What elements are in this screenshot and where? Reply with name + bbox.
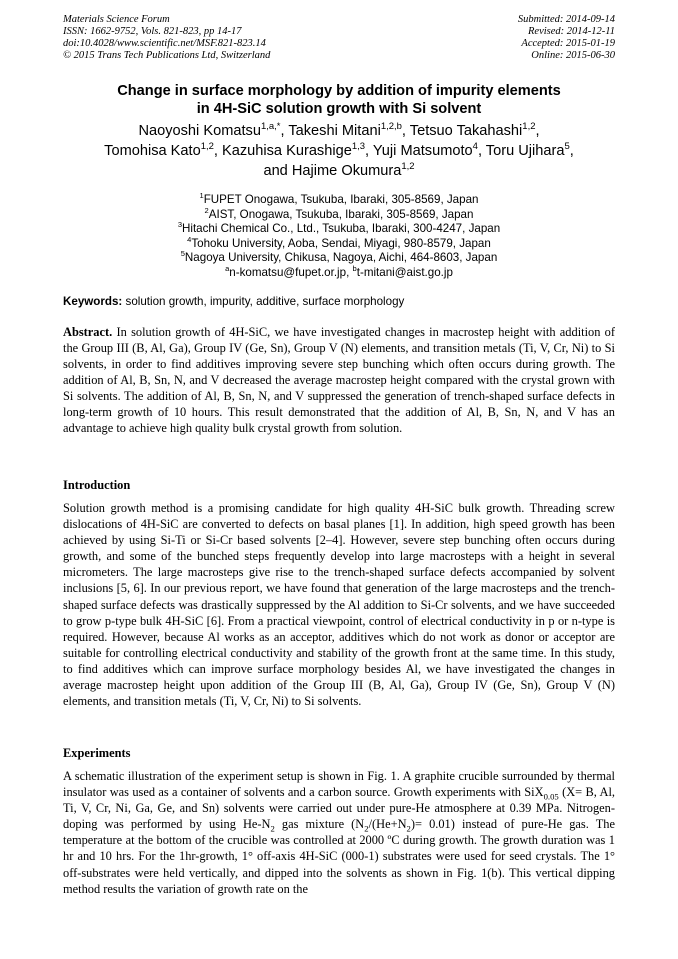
title-line-2: in 4H-SiC solution growth with Si solvent [196,101,482,117]
affiliation-item: $^2$AIST, Onogawa, Tsukuba, Ibaraki, 305-8569, Japan [204,205,474,221]
issn-info: ISSN: 1662-9752, Vols. 821-823, pp 14-17 [63,26,242,37]
author-affil-marker: 1,2,b [380,121,402,133]
author-name: Kazuhisa Kurashige [222,143,352,159]
author-name: Tomohisa Kato [104,143,201,159]
affiliation-item: $^4$Tohoku University, Aoba, Sendai, Miyagi, 980-8579, Japan [187,234,491,250]
corresponding-mark: * [276,121,281,133]
author-affil-marker: 1,2 [401,161,415,173]
paper-title [40,82,638,118]
author-line-1: Naoyoshi Komatsu$^{1,a,*}$, Takeshi Mitani$^{1,2,b}$, Tetsuo Takahashi$^{1,2}$, [138,121,540,139]
author-affil-marker: 4 [472,141,478,153]
journal-header-left [63,14,270,62]
author-and: and [263,163,288,179]
section-heading-introduction: Introduction [63,478,131,492]
doi-link[interactable]: doi:10.4028/www.scientific.net/MSF.821-823.14 [63,38,266,49]
revised-date: Revised: 2014-12-11 [528,26,615,37]
keywords-text: solution growth, impurity, additive, surface morphology [125,295,405,308]
author-name: Toru Ujihara [485,143,565,159]
keywords [63,295,615,309]
abstract [63,324,615,436]
author-list [40,121,638,181]
author-name: Naoyoshi Komatsu [138,123,261,139]
keywords-label: Keywords: [63,295,123,308]
abstract-label: Abstract. [63,325,113,339]
email-a[interactable]: n-komatsu@fupet.or.jp, [229,265,353,279]
author-line-2: Tomohisa Kato$^{1,2}$, Kazuhisa Kurashige$^{1,3}$, Yuji Matsumoto$^4$, Toru Ujihara$^5$, [104,141,574,159]
experiments-paragraph: A schematic illustration of the experiment setup is shown in Fig. 1. A graphite crucible surrounded by thermal insulator was used as a container of solvents and a carbon source. Growth experiments with SiX$_{0.05}$ (X= B, Al, Ti, V, Cr, Ni, Ga, Ge, and Sn) solvents were carried out under pure-He atmosphere at 0.39 MPa. Nitrogen-doping was performed by using $He-N_2$ gas mixture $(N_2/(He+N_2)= 0.01)$ instead of pure-He gas. The temperature at the bottom of the crucible was controlled at 2000 ºC during growth. The growth duration was 1 hr and 10 hrs. For the 1hr-growth, 1° off-axis 4H-SiC (000-1) substrates were used for seed crystals. The 1° off-substrates were held vertically, and dipped into the solvents as shown in Fig. 1(b). This vertical dipping method results the variation of growth rate on the [63,769,615,896]
copyright: © 2015 Trans Tech Publications Ltd, Switzerland [63,50,271,61]
accepted-date: Accepted: 2015-01-19 [521,38,615,49]
online-date: Online: 2015-06-30 [531,50,615,61]
email-line: $^a$n-komatsu@fupet.or.jp, $^b$t-mitani@aist.go.jp [225,264,453,279]
author-name: Yuji Matsumoto [372,143,473,159]
author-line-3 [40,161,638,181]
affiliation-list [40,193,638,281]
journal-header-right [518,14,615,62]
author-affil-marker: 1,3 [351,141,366,153]
affiliation-item: $^5$Nagoya University, Chikusa, Nagoya, Aichi, 464-8603, Japan [180,249,498,265]
author-name: Takeshi Mitani [288,123,381,139]
abstract-text: In solution growth of 4H-SiC, we have investigated changes in macrostep height with addition of the Group III (B, Al, Ga), Group IV (Ge, Sn), Group V (N) elements, and transition metals (Ti, V, Cr, Ni) to Si solvents, in order to find additives improving severe step bunching which often occurs during growth. The addition of Al, B, Sn, N, and V decreased the average macrostep height compared with the crystal grown with Si solvents. The addition of Al, B, Sn, N, and V suppressed the generation of trench-shaped surface defects in long-term growth of 10 hours. This result demonstrated that the addition of Al, B, Sn, N, and V has an advantage to achieve high quality bulk crystal growth from solution. [63,325,616,435]
introduction-paragraph: Solution growth method is a promising candidate for high quality 4H-SiC bulk growth. Threading screw dislocations of 4H-SiC are converted to defects on basal planes [1]. In addition, high speed growth has been achieved by using Si-Ti or Si-Cr based solvents [2–4]. However, severe step bunching often occurs during growth, and some of the bunched steps frequently develop into large macrosteps with a height in several micrometers. The large macrosteps give rise to the trench-shaped surface defects accompanied by solvent inclusions [5, 6]. In our previous report, we have found that generation of the large macrosteps and the trench-shaped surface defects was drastically suppressed by the Al addition to Si-Cr solvents, and we have succeeded to grow p-type bulk 4H-SiC [6]. From a practical viewpoint, control of electrical conductivity in p or n-type is required. However, because Al works as an acceptor, additives which do not work as donor or acceptor are suitable for controlling electrical conductivity and stability of the growth front at the same time. In this study, to find additives which can improve surface morphology besides Al, we have investigated the changes in average macrostep height upon addition of the Group III (B, Al, Ga), Group IV (Ge, Sn), Group V (N) elements, and transition metals (Ti, V, Cr, Ni) to Si solvents. [63,501,615,709]
author-name: Hajime Okumura [291,163,402,179]
journal-name: Materials Science Forum [63,14,170,25]
author-affil-marker: 1,a, [260,121,277,133]
title-line-1: Change in surface morphology by addition of impurity elements [117,83,561,99]
affiliation-item: $^1$FUPET Onogawa, Tsukuba, Ibaraki, 305-8569, Japan [199,191,479,206]
author-affil-marker: 5 [564,141,570,153]
affiliation-item: $^3$Hitachi Chemical Co., Ltd., Tsukuba, Ibaraki, 300-4247, Japan [177,220,501,236]
author-name: Tetsuo Takahashi [409,123,523,139]
section-heading-experiments: Experiments [63,746,131,760]
submitted-date: Submitted: 2014-09-14 [517,14,615,25]
author-affil-marker: 1,2 [522,121,536,133]
author-affil-marker: 1,2 [200,141,214,153]
email-b[interactable]: t-mitani@aist.go.jp [356,265,453,279]
